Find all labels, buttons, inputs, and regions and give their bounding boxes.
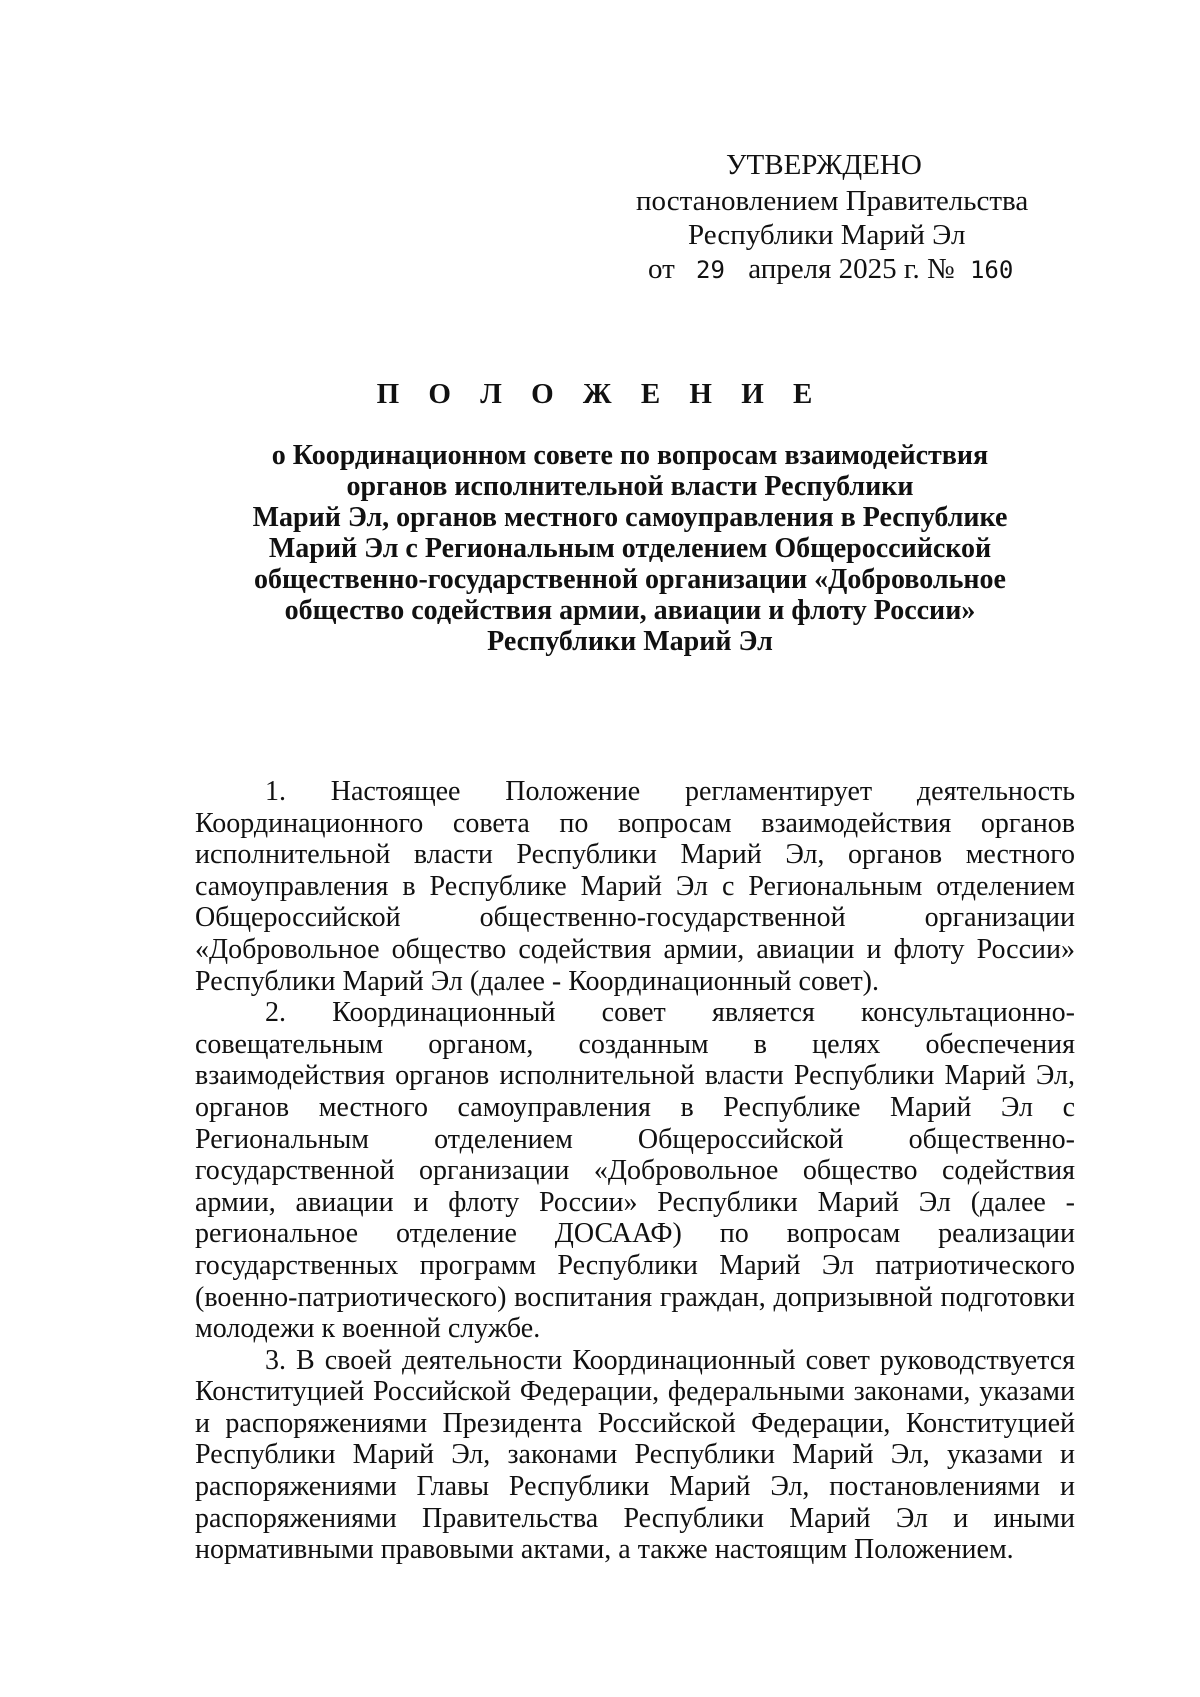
approval-date-line — [648, 252, 1013, 287]
subtitle-line: Марий Эл, органов местного самоуправления в Республике — [252, 502, 1008, 533]
document-title: П О Л О Ж Е Н И Е — [376, 378, 824, 410]
subtitle-line: о Координационном совете по вопросам взаимодействия — [271, 440, 989, 471]
subtitle-line: общество содействия армии, авиации и флоту России» — [284, 595, 976, 626]
document-body — [195, 776, 1075, 1566]
subtitle-line: общественно-государственной организации «Добровольное — [254, 564, 1006, 595]
approval-date-day: 29 — [696, 256, 725, 284]
paragraph-3: 3. В своей деятельности Координационный совет руководствуется Конституцией Российской Федерации, федеральными законами, указами и распоряжениями Президента Российской Федерации, Конституцией Республики Марий Эл, законами Республики Марий Эл, указами и распоряжениями Главы Республики Марий Эл, постановлениями и распоряжениями Правительства Республики Марий Эл и иными нормативными правовыми актами, а также настоящим Положением. — [195, 1344, 1075, 1566]
paragraph-2: 2. Координационный совет является консультационно-совещательным органом, созданным в целях обеспечения взаимодействия органов исполнительной власти Республики Марий Эл, органов местного самоуправления в Республике Марий Эл с Региональным отделением Общероссийской общественно-государственной организации «Добровольное общество содействия армии, авиации и флоту России» Республики Марий Эл (далее - региональное отделение ДОСААФ) по вопросам реализации государственных программ Республики Марий Эл патриотического (военно-патриотического) воспитания граждан, допризывной подготовки молодежи к военной службе. — [195, 997, 1075, 1345]
subtitle-line: Республики Марий Эл — [487, 626, 773, 657]
subtitle-line: Марий Эл с Региональным отделением Общероссийской — [268, 533, 992, 564]
approval-date-rest: апреля 2025 г. № — [748, 253, 955, 285]
approval-heading: УТВЕРЖДЕНО — [726, 149, 922, 181]
approval-number: 160 — [969, 256, 1014, 284]
subtitle-line: органов исполнительной власти Республики — [346, 471, 914, 502]
paragraph-1: 1. Настоящее Положение регламентирует деятельность Координационного совета по вопросам взаимодействия органов исполнительной власти Республики Марий Эл, органов местного самоуправления в Республике Марий Эл с Региональным отделением Общероссийской общественно-государственной организации «Добровольное общество содействия армии, авиации и флоту России» Республики Марий Эл (далее - Координационный совет). — [195, 776, 1075, 997]
approval-line-1: постановлением Правительства — [636, 185, 1029, 217]
approval-date-prefix: от — [648, 253, 675, 285]
approval-line-2: Республики Марий Эл — [688, 219, 966, 251]
document-subtitle — [240, 440, 1020, 657]
